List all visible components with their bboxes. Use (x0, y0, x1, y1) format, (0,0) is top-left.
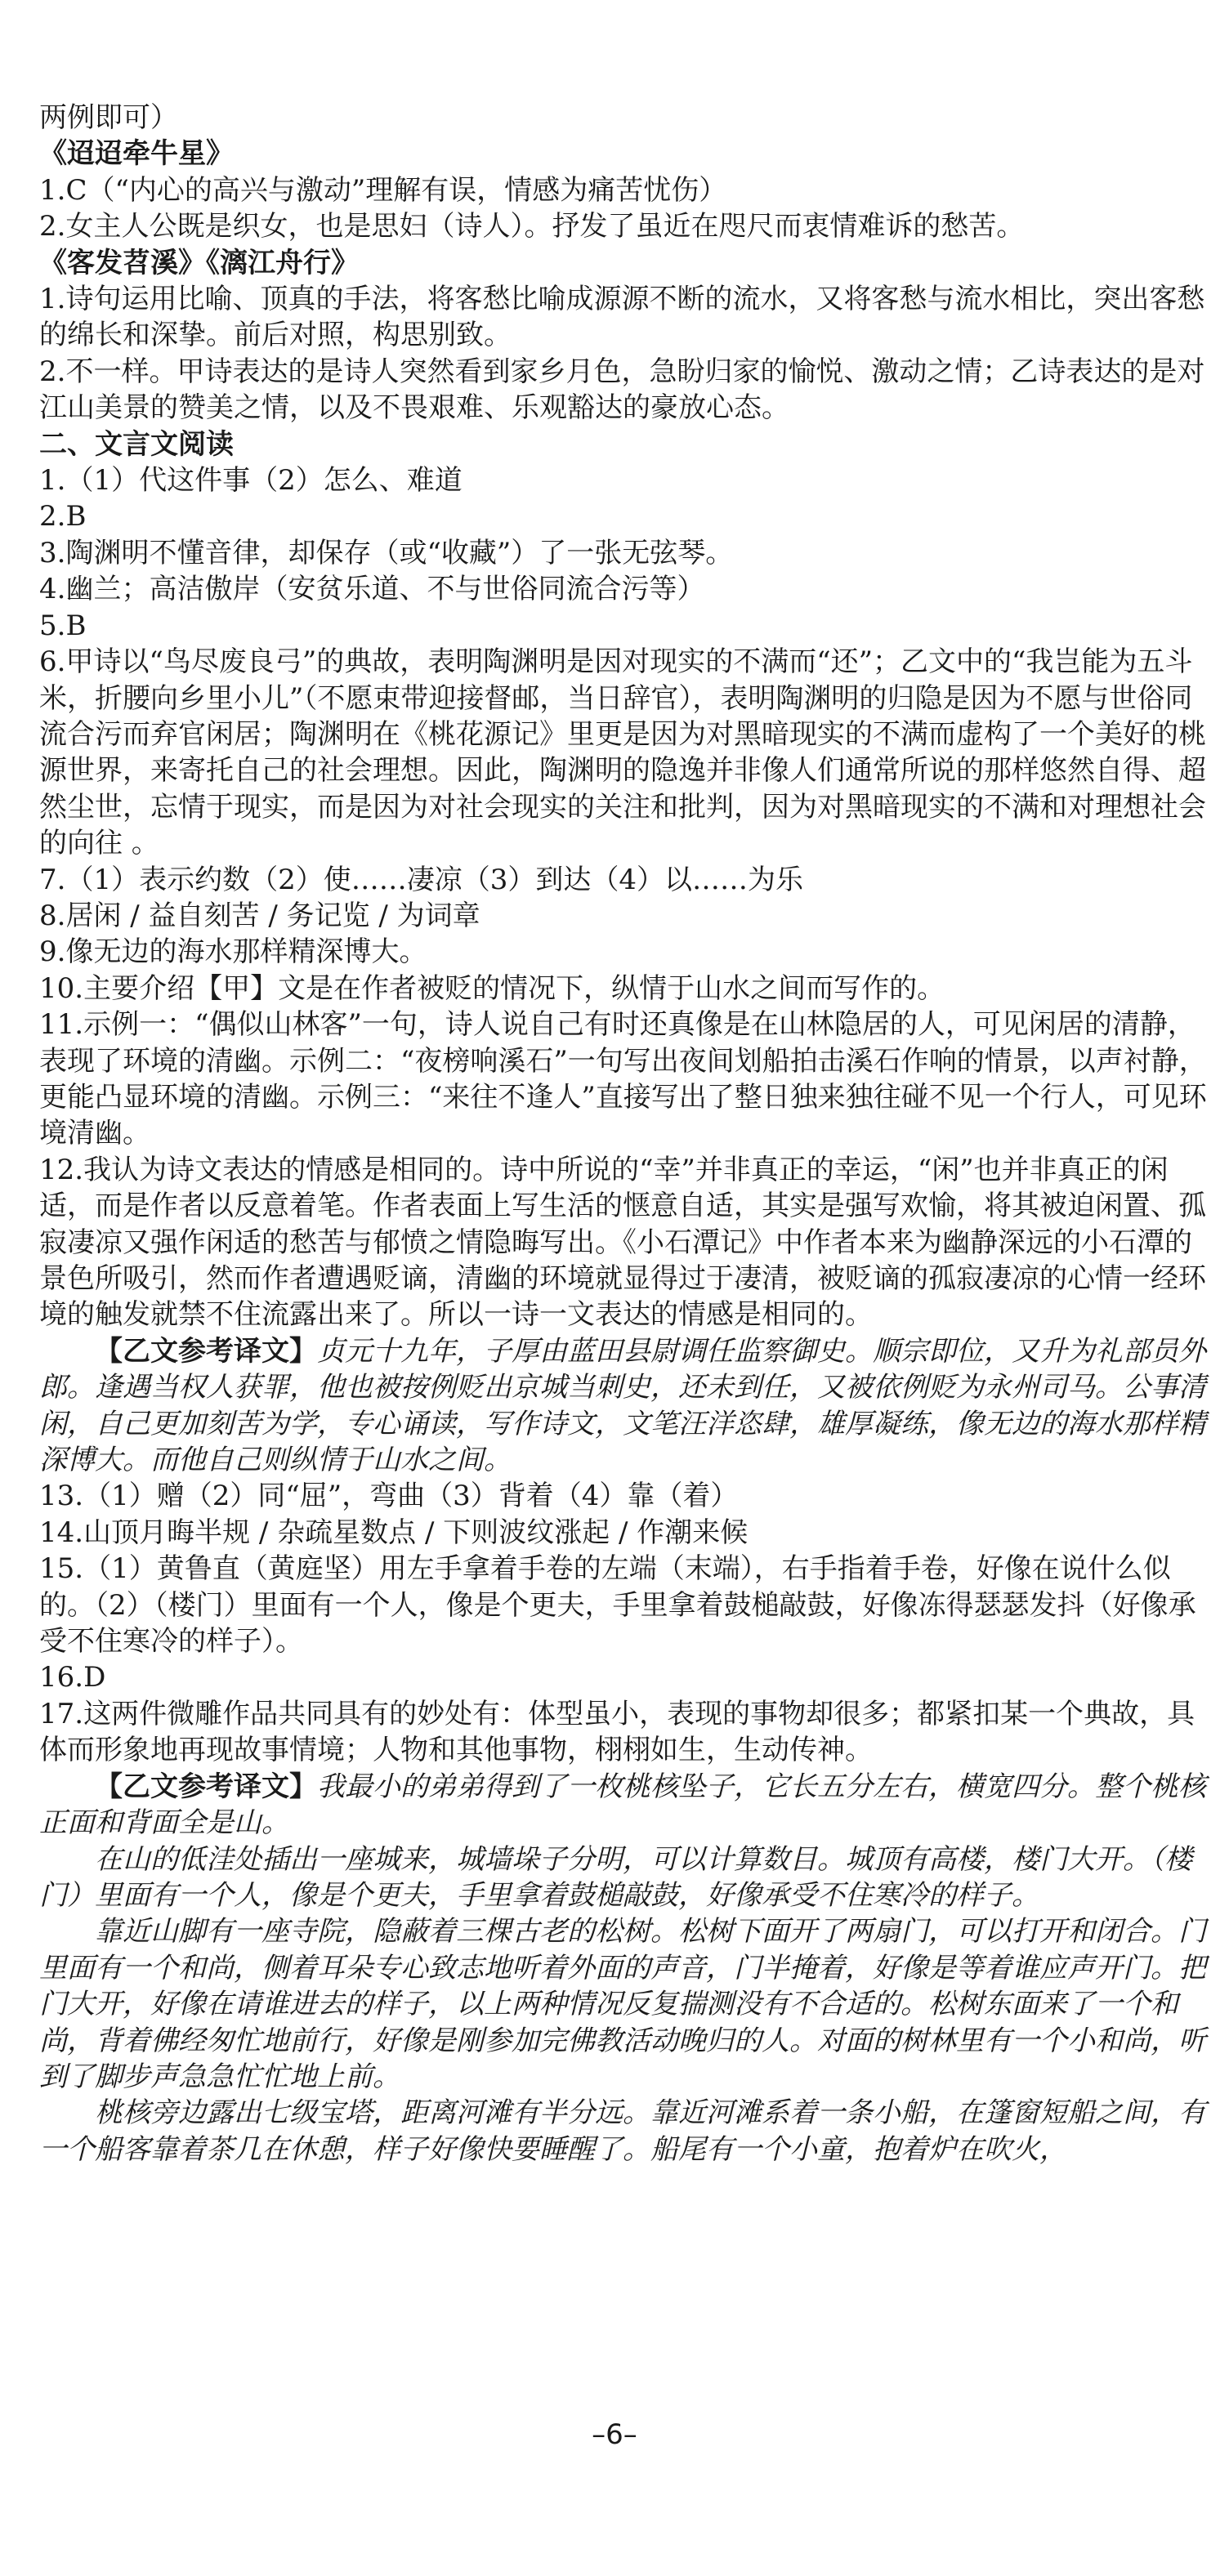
answer-item: 1.诗句运用比喻、顶真的手法，将客愁比喻成源源不断的流水，又将客愁与流水相比，突出客愁的绵长和深挚。前后对照，构思别致。 (39, 283, 1205, 352)
text-line: 两例即可） (39, 101, 178, 134)
answer-item: 10.主要介绍【甲】文是在作者被贬的情况下，纵情于山水之间而写作的。 (39, 971, 945, 1005)
answer-item: 1.C（“内心的高兴与激动”理解有误，情感为痛苦忧伤） (39, 173, 727, 207)
answer-item: 15.（1）黄鲁直（黄庭坚）用左手拿着手卷的左端（末端），右手指着手卷，好像在说什么似的。（2）（楼门）里面有一个人，像是个更夫，手里拿着鼓槌敲鼓，好像冻得瑟瑟发抖（好像承受不住寒冷的样子）。 (39, 1552, 1196, 1659)
answer-item: 2.女主人公既是织女，也是思妇（诗人）。抒发了虽近在咫尺而衷情难诉的愁苦。 (39, 210, 1025, 243)
answer-page (39, 100, 1216, 2168)
translation-paragraph (39, 1333, 1216, 1479)
translation-tag: 【乙文参考译文】 (95, 1770, 317, 1803)
answer-item: 7.（1）表示约数（2）使……凄凉（3）到达（4）以……为乐 (39, 863, 803, 896)
answer-item: 4.幽兰；高洁傲岸（安贫乐道、不与世俗同流合污等） (39, 573, 705, 606)
answer-item: 14.山顶月晦半规 / 杂疏星数点 / 下则波纹涨起 / 作潮来候 (39, 1516, 749, 1549)
answer-item: 6.甲诗以“鸟尽废良弓”的典故，表明陶渊明是因对现实的不满而“还”；乙文中的“我岂能为五斗米，折腰向乡里小儿”（不愿束带迎接督邮，当日辞官），表明陶渊明的归隐是因为不愿与世俗同流合污而弃官闲居；陶渊明在《桃花源记》里更是因为对黑暗现实的不满而虚构了一个美好的桃源世界，来寄托自己的社会理想。因此，陶渊明的隐逸并非像人们通常所说的那样悠然自得、超然尘世，忘情于现实，而是因为对社会现实的关注和批判，因为对黑暗现实的不满和对理想社会的向往 。 (39, 645, 1206, 860)
section-title: 《迢迢牵牛星》 (39, 137, 234, 171)
answer-item: 9.像无边的海水那样精深博大。 (39, 935, 427, 969)
translation-body: 贞元十九年，子厚由蓝田县尉调任监察御史。顺宗即位，又升为礼部员外郎。逢遇当权人获罪，他也被按例贬出京城当刺史，还未到任，又被依例贬为永州司马。公事清闲，自己更加刻苦为学，专心诵读，写作诗文，文笔汪洋恣肆，雄厚凝练，像无边的海水那样精深博大。而他自己则纵情于山水之间。 (39, 1334, 1206, 1477)
answer-item: 8.居闲 / 益自刻苦 / 务记览 / 为词章 (39, 899, 480, 932)
answer-item: 12.我认为诗文表达的情感是相同的。诗中所说的“幸”并非真正的幸运，“闲”也并非真正的闲适，而是作者以反意着笔。作者表面上写生活的惬意自适，其实是强写欢愉，将其被迫闲置、孤寂凄凉又强作闲适的愁苦与郁愤之情隐晦写出。《小石潭记》中作者本来为幽静深远的小石潭的景色所吸引，然而作者遭遇贬谪，清幽的环境就显得过于凄清，被贬谪的孤寂凄凉的心情一经环境的触发就禁不住流露出来了。所以一诗一文表达的情感是相同的。 (39, 1153, 1206, 1332)
section-title: 《客发苕溪》《漓江舟行》 (39, 246, 359, 279)
translation-tag: 【乙文参考译文】 (95, 1334, 317, 1368)
answer-item: 17.这两件微雕作品共同具有的妙处有：体型虽小，表现的事物却很多；都紧扣某一个典故，具体而形象地再现故事情境；人物和其他事物，栩栩如生，生动传神。 (39, 1697, 1195, 1767)
answer-item: 2.不一样。甲诗表达的是诗人突然看到家乡月色，急盼归家的愉悦、激动之情；乙诗表达的是对江山美景的赞美之情，以及不畏艰难、乐观豁达的豪放心态。 (39, 355, 1205, 425)
translation-body: 我最小的弟弟得到了一枚桃核坠子，它长五分左右，横宽四分。整个桃核正面和背面全是山。 (39, 1770, 1206, 1840)
translation-paragraph: 在山的低洼处插出一座城来，城墙垛子分明，可以计算数目。城顶有高楼，楼门大开。（楼门）里面有一个人，像是个更夫，手里拿着鼓槌敲鼓，好像承受不住寒冷的样子。 (39, 1842, 1192, 1912)
translation-paragraph: 靠近山脚有一座寺院，隐蔽着三棵古老的松树。松树下面开了两扇门，可以打开和闭合。门里面有一个和尚，侧着耳朵专心致志地听着外面的声音，门半掩着，好像是等着谁应声开门。把门大开，好像在请谁进去的样子，以上两种情况反复揣测没有不合适的。松树东面来了一个和尚，背着佛经匆忙地前行，好像是刚参加完佛教活动晚归的人。对面的树林里有一个小和尚，听到了脚步声急急忙忙地上前。 (39, 1915, 1206, 2093)
answer-item: 16.D (39, 1661, 106, 1694)
page-number: –6– (592, 2418, 637, 2451)
answer-item: 2.B (39, 500, 87, 534)
answer-item: 5.B (39, 609, 87, 642)
answer-item: 1.（1）代这件事（2）怎么、难道 (39, 464, 463, 498)
answer-item: 11.示例一：“偶似山林客”一句，诗人说自己有时还真像是在山林隐居的人，可见闲居的清静，表现了环境的清幽。示例二：“夜榜响溪石”一句写出夜间划船拍击溪石作响的情景，以声衬静，更能凸显环境的清幽。示例三：“来往不逢人”直接写出了整日独来独往碰不见一个行人，可见环境清幽。 (39, 1008, 1207, 1150)
answer-item: 13.（1）赠（2）同“屈”，弯曲（3）背着（4）靠（着） (39, 1480, 739, 1513)
section-heading: 二、文言文阅读 (39, 427, 234, 461)
answer-item: 3.陶渊明不懂音律，却保存（或“收藏”）了一张无弦琴。 (39, 536, 734, 569)
translation-paragraph (39, 1769, 1216, 1842)
translation-paragraph: 桃核旁边露出七级宝塔，距离河滩有半分远。靠近河滩系着一条小船，在篷窗短船之间，有一个船客靠着茶几在休憩，样子好像快要睡醒了。船尾有一个小童，抱着炉在吹火， (39, 2096, 1206, 2166)
